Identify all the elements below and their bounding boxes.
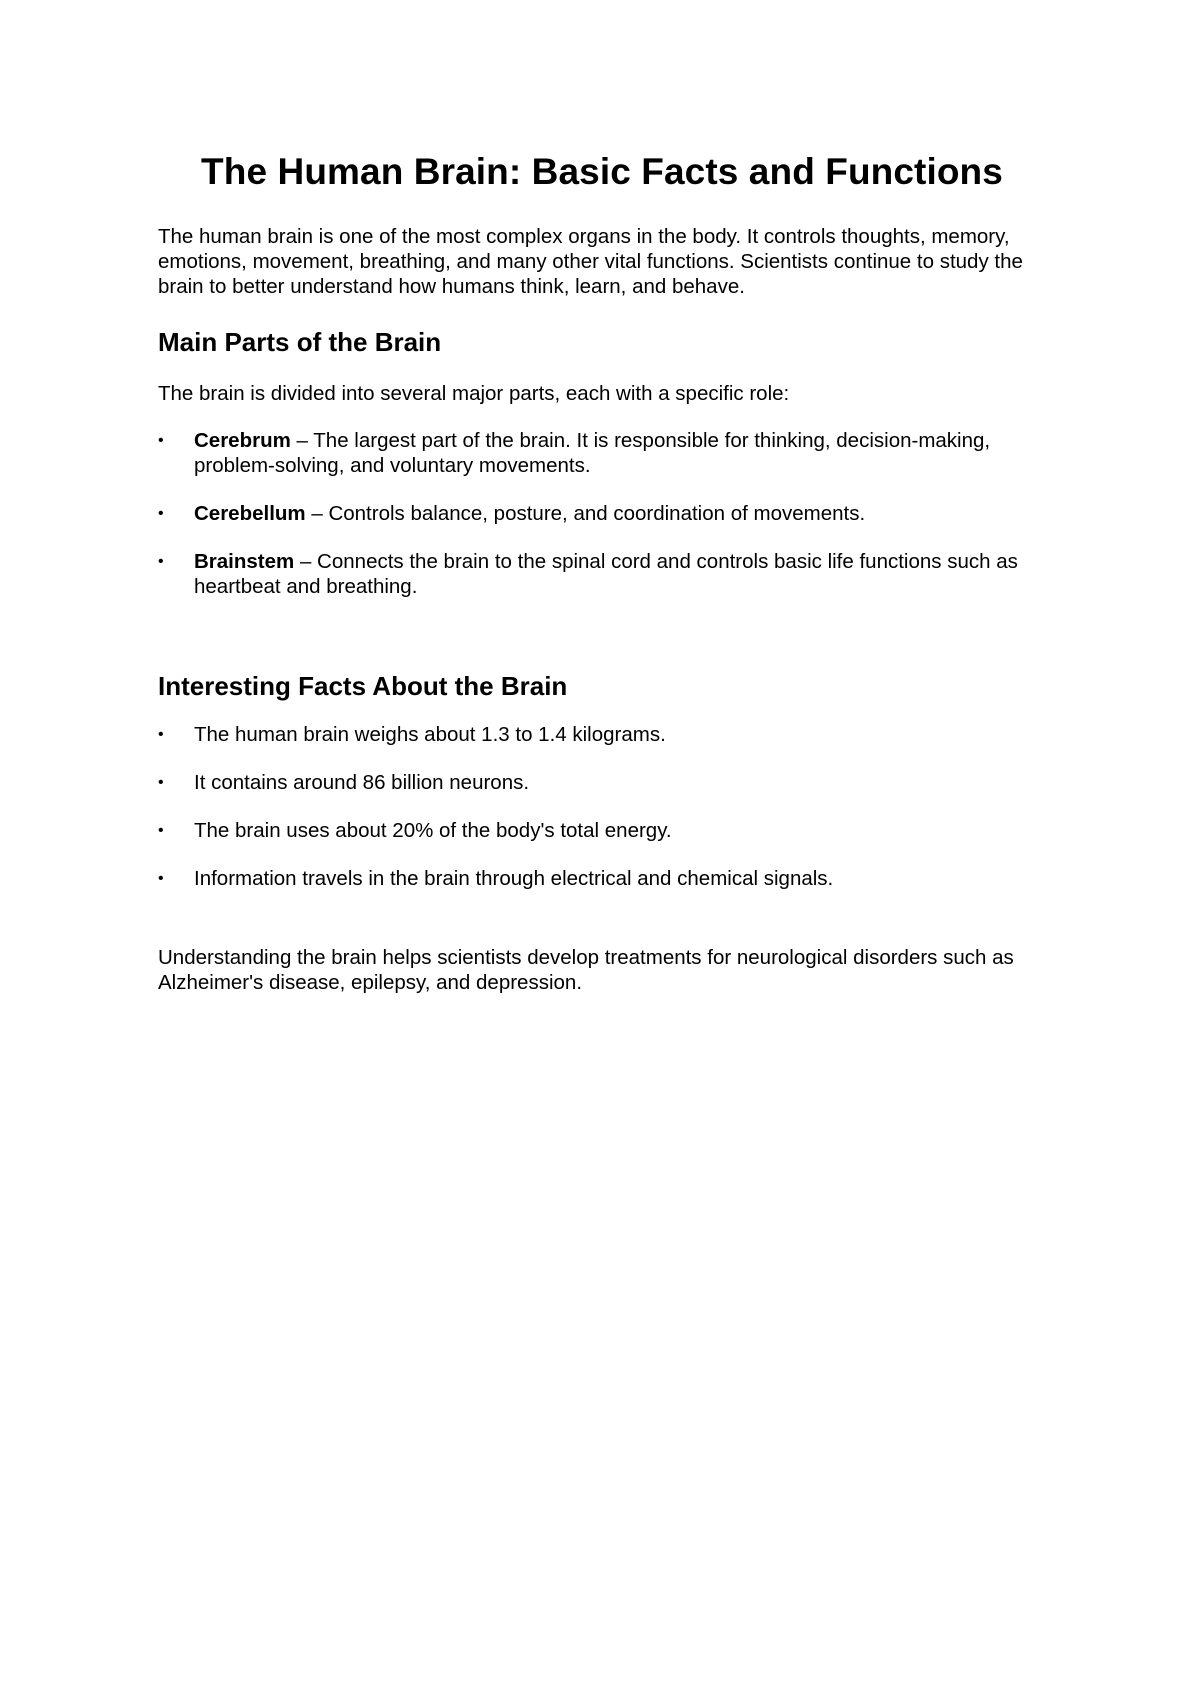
list-item <box>158 818 1038 843</box>
bullet-icon: • <box>158 821 164 839</box>
document-title: The Human Brain: Basic Facts and Functions <box>201 151 1003 192</box>
section-heading-main-parts: Main Parts of the Brain <box>158 327 442 358</box>
brain-parts-list <box>158 428 1038 599</box>
list-item <box>158 722 1038 747</box>
term-cerebrum: Cerebrum <box>194 428 291 452</box>
main-parts-lead: The brain is divided into several major parts, each with a specific role: <box>158 381 790 405</box>
closing-paragraph: Understanding the brain helps scientists develop treatments for neurological disorders such as Alzheimer's disease, epilepsy, and depression. <box>158 945 1014 994</box>
fact-text: The human brain weighs about 1.3 to 1.4 kilograms. <box>194 722 666 746</box>
desc-brainstem: – Connects the brain to the spinal cord and controls basic life functions such as heartbeat and breathing. <box>194 549 1018 598</box>
bullet-icon: • <box>158 431 164 449</box>
list-item-cerebellum <box>158 501 1038 526</box>
fact-text: It contains around 86 billion neurons. <box>194 770 530 794</box>
list-item <box>158 866 1038 891</box>
term-cerebellum: Cerebellum <box>194 501 306 525</box>
bullet-icon: • <box>158 869 164 887</box>
document-page <box>158 150 1038 995</box>
bullet-icon: • <box>158 773 164 791</box>
list-item-cerebrum <box>158 428 1038 478</box>
fact-text: Information travels in the brain through electrical and chemical signals. <box>194 866 834 890</box>
facts-list <box>158 722 1038 891</box>
list-item <box>158 770 1038 795</box>
fact-text: The brain uses about 20% of the body's total energy. <box>194 818 672 842</box>
desc-cerebellum: – Controls balance, posture, and coordination of movements. <box>305 501 866 525</box>
intro-paragraph: The human brain is one of the most complex organs in the body. It controls thoughts, memory, emotions, movement, breathing, and many other vital functions. Scientists continue to study the brain to better understand how humans think, learn, and behave. <box>158 225 1023 299</box>
section-heading-facts: Interesting Facts About the Brain <box>158 670 568 701</box>
bullet-icon: • <box>158 552 164 570</box>
desc-cerebrum: – The largest part of the brain. It is responsible for thinking, decision-making, problem-solving, and voluntary movements. <box>194 428 991 477</box>
bullet-icon: • <box>158 725 164 743</box>
list-item-brainstem <box>158 549 1038 599</box>
term-brainstem: Brainstem <box>194 549 295 573</box>
bullet-icon: • <box>158 504 164 522</box>
